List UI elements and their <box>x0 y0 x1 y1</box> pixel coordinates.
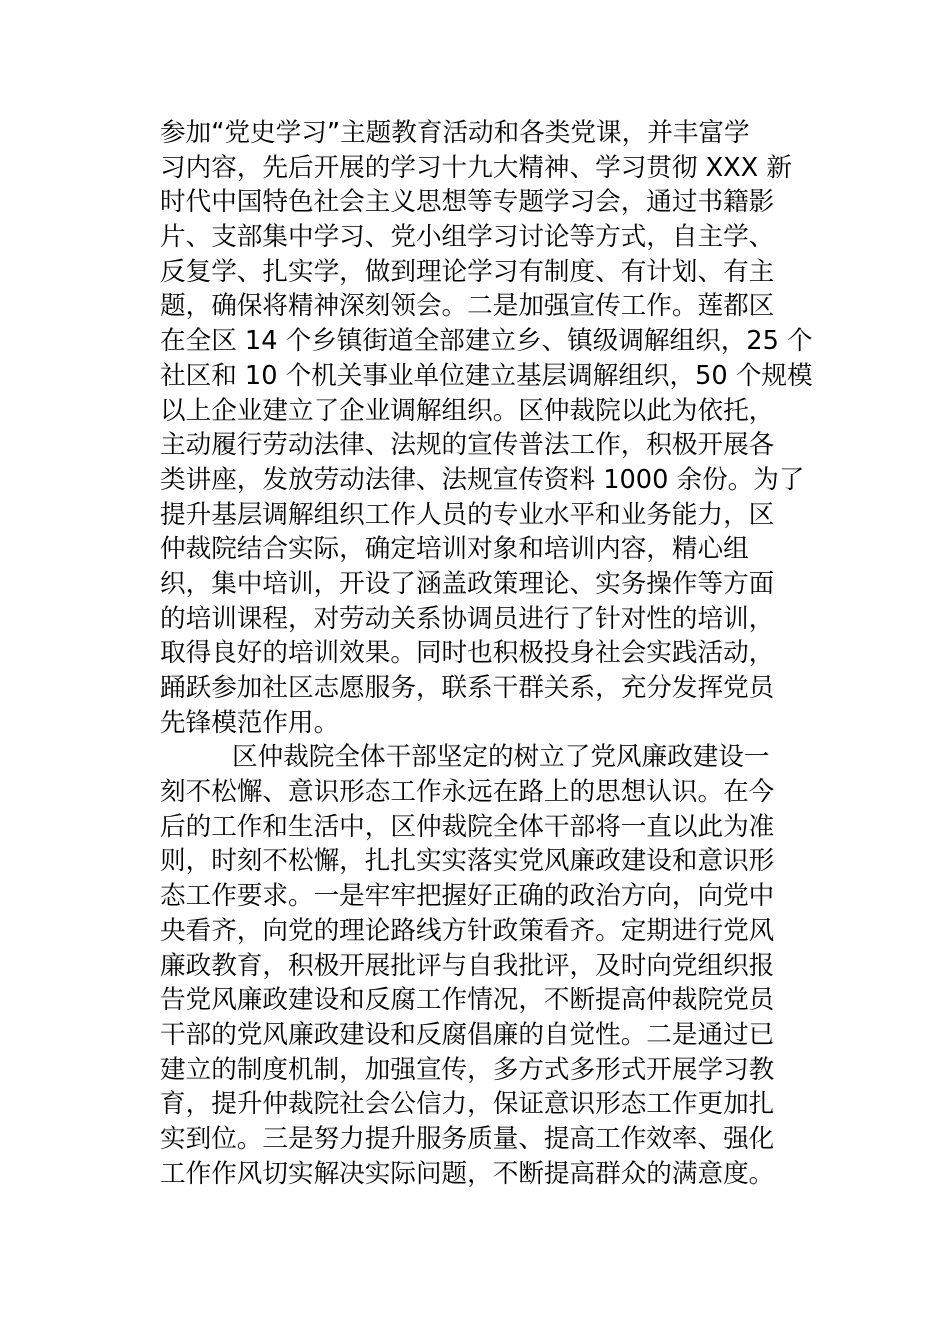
text-line: 建立的制度机制，加强宣传，多方式多形式开展学习教 <box>160 1054 775 1085</box>
text-line: 题，确保将精神深刻领会。二是加强宣传工作。莲都区 <box>160 291 775 322</box>
text-line: 织，集中培训，开设了涵盖政策理论、实务操作等方面 <box>160 568 775 599</box>
text-line: 央看齐，向党的理论路线方针政策看齐。定期进行党风 <box>160 915 775 946</box>
text-line: 告党风廉政建设和反腐工作情况，不断提高仲裁院党员 <box>160 985 775 1016</box>
text-line: 干部的党风廉政建设和反腐倡廉的自觉性。二是通过已 <box>160 1019 775 1050</box>
text-line: 工作作风切实解决实际问题，不断提高群众的满意度。 <box>160 1158 775 1189</box>
text-line: 后的工作和生活中，区仲裁院全体干部将一直以此为准 <box>160 811 775 842</box>
text-line: 则，时刻不松懈，扎扎实实落实党风廉政建设和意识形 <box>160 846 775 877</box>
text-line: 育，提升仲裁院社会公信力，保证意识形态工作更加扎 <box>160 1089 775 1120</box>
text-line: 踊跃参加社区志愿服务，联系干群关系，充分发挥党员 <box>160 673 775 703</box>
text-line: 廉政教育，积极开展批评与自我批评，及时向党组织报 <box>160 950 775 981</box>
text-line: 的培训课程，对劳动关系协调员进行了针对性的培训， <box>160 603 775 634</box>
text-line: 类讲座，发放劳动法律、法规宣传资料 1000 余份。为了 <box>160 464 805 495</box>
text-line: 提升基层调解组织工作人员的专业水平和业务能力，区 <box>160 499 775 530</box>
text-line: 先锋模范作用。 <box>160 707 340 738</box>
text-line: 参加“党史学习”主题教育活动和各类党课，并丰富学 <box>160 118 750 148</box>
text-line: 刻不松懈、意识形态工作永远在路上的思想认识。在今 <box>160 777 775 808</box>
text-line: 以上企业建立了企业调解组织。区仲裁院以此为依托， <box>160 395 775 426</box>
text-line: 习内容，先后开展的学习十九大精神、学习贯彻 XXX 新 <box>160 152 792 183</box>
text-line: 态工作要求。一是牢牢把握好正确的政治方向，向党中 <box>160 881 775 912</box>
document-body <box>160 116 813 1191</box>
text-line: 社区和 10 个机关事业单位建立基层调解组织，50 个规模 <box>160 360 813 391</box>
text-line: 在全区 14 个乡镇街道全部建立乡、镇级调解组织，25 个 <box>160 326 813 357</box>
paragraph-start-line: 区仲裁院全体干部坚定的树立了党风廉政建设一 <box>232 742 770 773</box>
text-line: 时代中国特色社会主义思想等专题学习会，通过书籍影 <box>160 187 775 218</box>
text-line: 取得良好的培训效果。同时也积极投身社会实践活动， <box>160 638 775 669</box>
text-line: 仲裁院结合实际，确定培训对象和培训内容，精心组 <box>160 534 749 565</box>
text-line: 实到位。三是努力提升服务质量、提高工作效率、强化 <box>160 1123 775 1154</box>
text-line: 反复学、扎实学，做到理论学习有制度、有计划、有主 <box>160 256 775 287</box>
text-line: 主动履行劳动法律、法规的宣传普法工作，积极开展各 <box>160 430 775 461</box>
text-line: 片、支部集中学习、党小组学习讨论等方式，自主学、 <box>160 222 775 253</box>
